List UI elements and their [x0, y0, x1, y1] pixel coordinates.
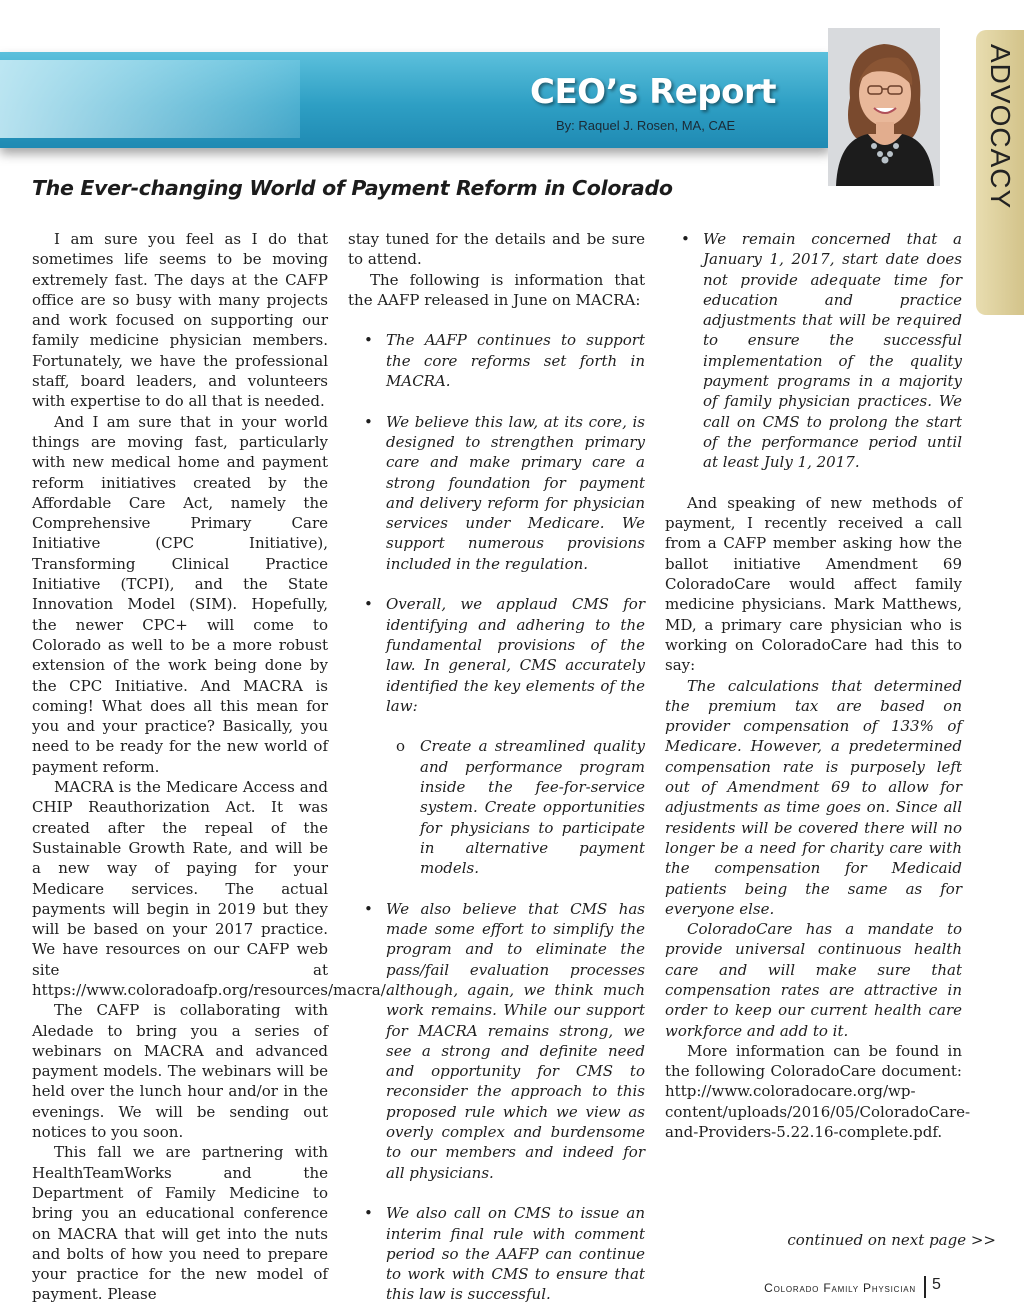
- paragraph: stay tuned for the details and be sure to attend.: [348, 230, 645, 269]
- page-number: 5: [932, 1276, 941, 1293]
- publication-name: Colorado Family Physician: [764, 1281, 916, 1295]
- section-tab-label: ADVOCACY: [985, 44, 1016, 210]
- list-item: • We also believe that CMS has made some effort to simplify the program and to eliminate the pass/fail evaluation processes although, again, we think much work remains. While our support for MACRA remains strong, we see a strong and definite need and opportunity for CMS to reconsider the approach to this proposed rule which we view as overly complex and burdensome to our members and indeed for all physicians.: [348, 899, 645, 1183]
- paragraph: MACRA is the Medicare Access and CHIP Reauthorization Act. It was created after the repeal of the Sustainable Growth Rate, and will be a new way of paying for your Medicare services. The actual payments will begin in 2019 but they will be based on your 2017 practice. We have resources on our CAFP web site at https://www.coloradoafp.org/resources/macra/.: [32, 778, 391, 999]
- paragraph: The following is information that the AAFP released in June on MACRA:: [348, 270, 645, 309]
- author-photo: [828, 28, 940, 186]
- continued-note: continued on next page >>: [787, 1231, 996, 1249]
- sub-list-item: o Create a streamlined quality and performance program inside the fee-for-service system. Create opportunities for physicians to participate in alternative payment models.: [348, 736, 645, 878]
- aafp-statement-list: [665, 229, 962, 473]
- list-item: • We also call on CMS to issue an interim final rule with comment period so the AAFP can continue to work with CMS to ensure that this law is successful.: [348, 1203, 645, 1304]
- banner-highlight: [0, 60, 300, 138]
- article-headline: The Ever-changing World of Payment Reform in Colorado: [32, 176, 673, 200]
- aafp-statement-list: [348, 594, 645, 716]
- paragraph: And I am sure that in your world things are moving fast, particularly with new medical home and payment reform initiatives created by the Affordable Care Act, namely the Comprehensive Primary Care Initiative (CPC Initiative), Transforming Clinical Practice Initiative (TCPI), and the State Innovation Model (SIM). Hopefully, the newer CPC+ will come to Colorado as well to be a more robust extension of the work being done by the CPC Initiative. And MACRA is coming! What does all this mean for you and your practice? Basically, you need to be ready for the new world of payment reform.: [32, 412, 328, 776]
- aafp-statement-list: [348, 899, 645, 1183]
- sub-list: [348, 736, 645, 878]
- paragraph: I am sure you feel as I do that sometimes life seems to be moving extremely fast. The days at the CAFP office are so busy with many projects and work focused on supporting our family medicine physician members. Fortunately, we have the professional staff, board leaders, and volunteers with expertise to do all that is needed.: [32, 230, 328, 411]
- paragraph: And speaking of new methods of payment, I recently received a call from a CAFP member asking how the ballot initiative Amendment 69 ColoradoCare would affect family medicine physicians. Mark Matthews, MD, a primary care physician who is working on ColoradoCare had this to say:: [665, 493, 962, 675]
- paragraph: The CAFP is collaborating with Aledade to bring you a series of webinars on MACRA and advanced payment models. The webinars will be held over the lunch hour and/or in the evenings. We will be sending out notices to you soon.: [32, 1001, 328, 1142]
- section-title: CEO’s Report: [530, 72, 777, 112]
- article-column-3: [665, 229, 971, 1142]
- article-column-1: [32, 229, 391, 1305]
- aafp-statement-list: [348, 330, 645, 391]
- article-column-2: [348, 229, 645, 1305]
- quote-paragraph: The calculations that determined the premium tax are based on provider compensation of 133% of Medicare. However, a predetermined compensation rate is purposely left out of Amendment 69 to allow for adjustments as time goes on. Since all residents will be covered there will no longer be a need for charity care with the compensation for Medicaid patients being the same as for everyone else.: [665, 676, 962, 918]
- author-byline: By: Raquel J. Rosen, MA, CAE: [556, 118, 736, 133]
- paragraph: This fall we are partnering with HealthTeamWorks and the Department of Family Medicine to bring you an educational conference on MACRA that will get into the nuts and bolts of how you need to prepare your practice for the new model of payment. Please: [32, 1143, 328, 1304]
- list-item: • We remain concerned that a January 1, 2017, start date does not provide adequate time for education and practice adjustments that will be required to ensure the successful implementation of the quality payment programs in a majority of family physician practices. We call on CMS to prolong the start of the performance period until at least July 1, 2017.: [665, 229, 962, 473]
- list-item: • Overall, we applaud CMS for identifying and adhering to the fundamental provisions of the law. In general, CMS accurately identified the key elements of the law:: [348, 594, 645, 716]
- list-item: • We believe this law, at its core, is designed to strengthen primary care and make primary care a strong foundation for payment and delivery reform for physician services under Medicare. We support numerous provisions included in the regulation.: [348, 412, 645, 574]
- aafp-statement-list: [348, 412, 645, 574]
- list-item: • The AAFP continues to support the core reforms set forth in MACRA.: [348, 330, 645, 391]
- quote-paragraph: ColoradoCare has a mandate to provide universal continuous health care and will make sure that compensation rates are attractive in order to keep our current health care workforce and add to it.: [665, 920, 962, 1040]
- paragraph: More information can be found in the following ColoradoCare document: http://www.coloradocare.org/wp-content/uploads/2016/05/ColoradoCare-and-Providers-5.22.16-complete.pdf.: [665, 1041, 971, 1142]
- aafp-statement-list: [348, 1203, 645, 1304]
- footer-divider: [924, 1276, 926, 1298]
